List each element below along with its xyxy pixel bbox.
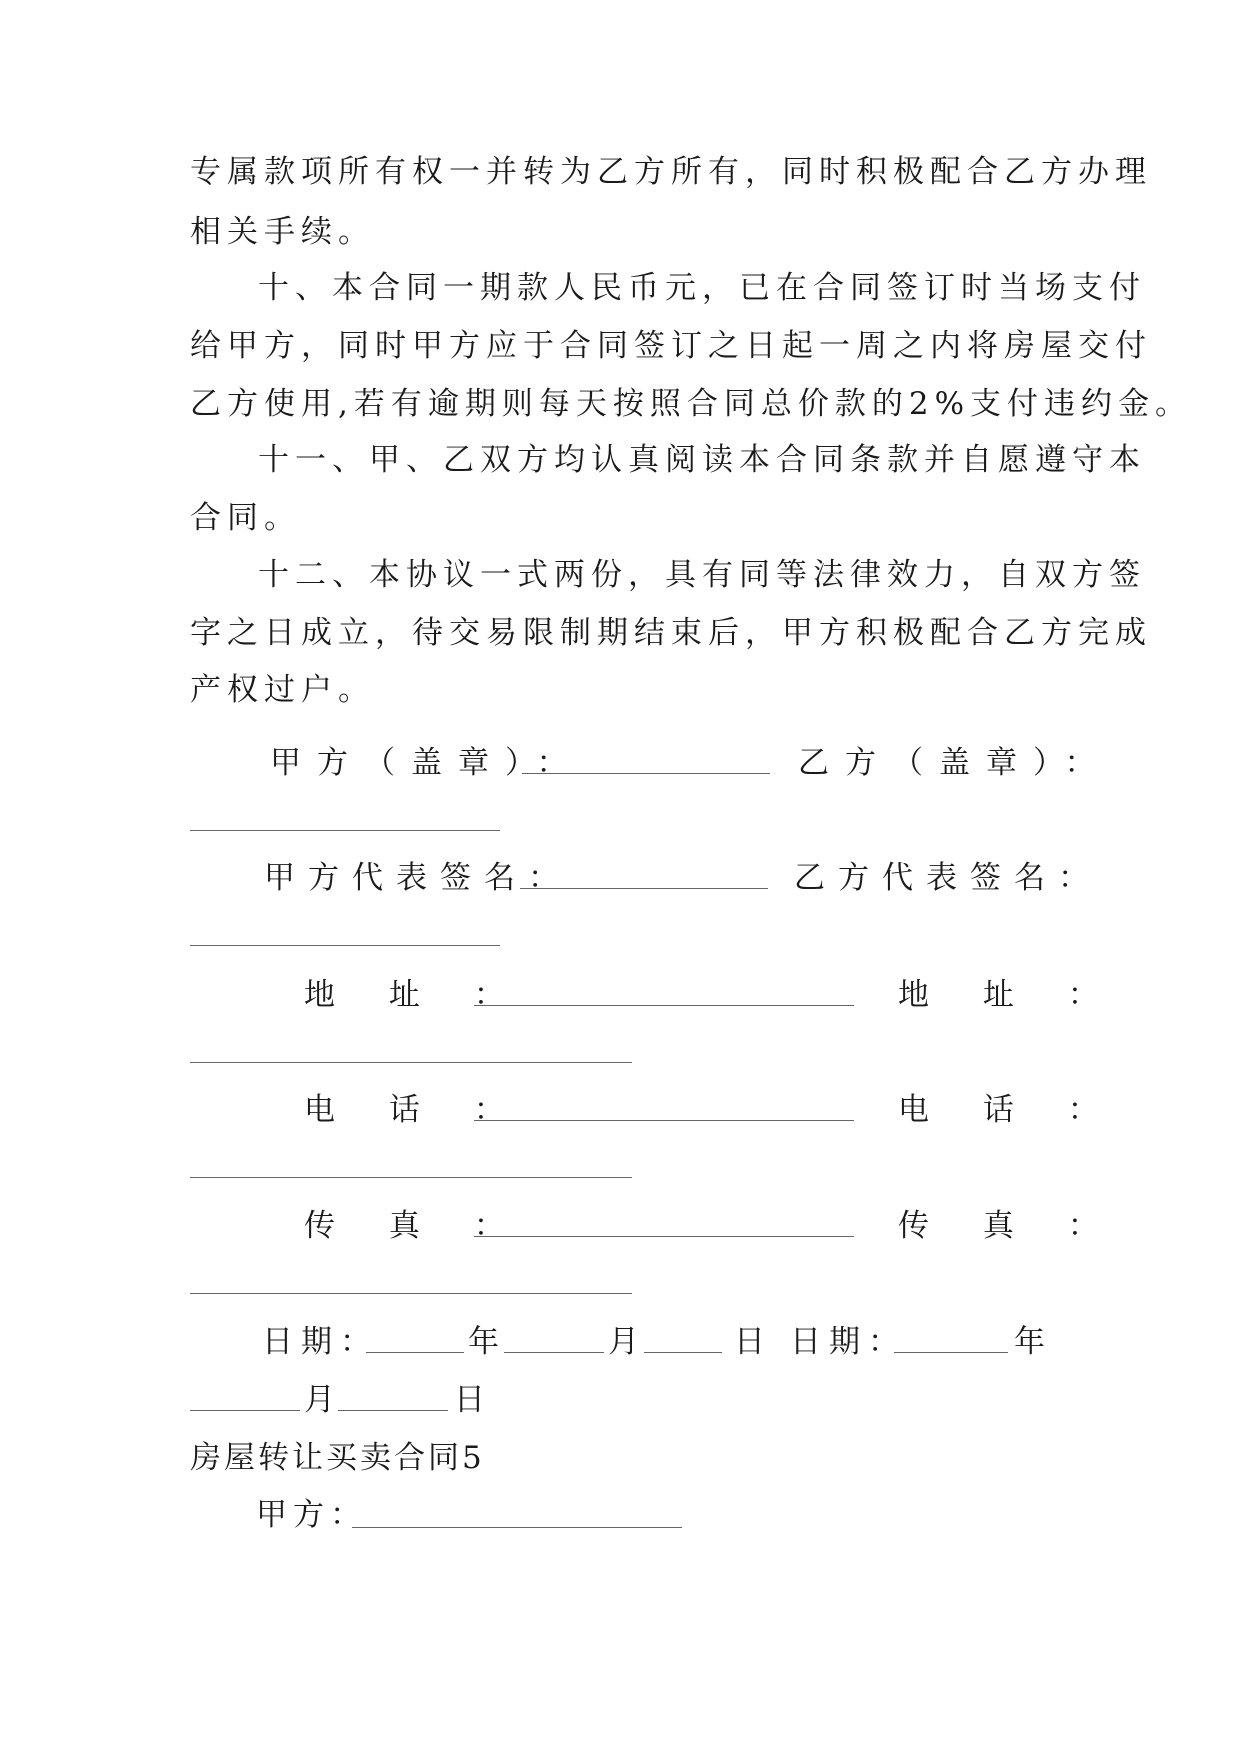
date-a-month-blank	[504, 1352, 604, 1353]
date-a-label: 日期：	[262, 1324, 379, 1360]
party-a-rep-label: 甲方代表签名：	[264, 860, 572, 896]
next-party-a-blank	[352, 1527, 682, 1528]
paragraph-line: 专属款项所有权一并转为乙方所有，同时积极配合乙方办理	[190, 154, 1152, 190]
date-b-day-blank	[338, 1410, 448, 1411]
clause-12-line: 产权过户。	[190, 672, 375, 708]
address-a-label: 地 址 ：	[304, 977, 527, 1013]
party-a-seal-label: 甲方（盖章）：	[270, 745, 584, 781]
date-b-year-unit: 年	[1014, 1324, 1045, 1360]
date-a-year-blank	[366, 1352, 464, 1353]
fax-a-blank	[474, 1236, 854, 1237]
party-b-seal-blank	[190, 830, 500, 831]
section-title: 房屋转让买卖合同5	[190, 1440, 485, 1476]
party-b-rep-label: 乙方代表签名：	[794, 860, 1102, 896]
address-b-blank	[190, 1062, 632, 1063]
party-b-seal-label: 乙方（盖章）：	[798, 745, 1112, 781]
paragraph-line: 相关手续。	[190, 214, 375, 250]
date-b-day-unit: 日	[454, 1382, 485, 1418]
date-b-month-unit: 月	[304, 1382, 335, 1418]
fax-b-blank	[190, 1293, 632, 1294]
clause-10-line: 十、本合同一期款人民币元，已在合同签订时当场支付	[258, 270, 1146, 306]
date-b-year-blank	[894, 1352, 1008, 1353]
date-b-month-blank	[190, 1410, 300, 1411]
next-party-a-label: 甲方：	[256, 1497, 367, 1533]
clause-11-line: 十一、甲、乙双方均认真阅读本合同条款并自愿遵守本	[258, 442, 1146, 478]
date-a-day-unit: 日	[734, 1324, 765, 1360]
date-a-year-unit: 年	[468, 1324, 499, 1360]
clause-12-line: 十二、本协议一式两份，具有同等法律效力，自双方签	[258, 557, 1146, 593]
party-a-rep-blank	[520, 888, 768, 889]
clause-12-line: 字之日成立，待交易限制期结束后，甲方积极配合乙方完成	[190, 615, 1152, 651]
phone-b-label: 电 话 ：	[898, 1092, 1121, 1128]
clause-10-line: 乙方使用,若有逾期则每天按照合同总价款的2%支付违约金。	[190, 386, 1193, 422]
clause-11-line: 合同。	[190, 500, 301, 536]
date-a-day-blank	[644, 1352, 722, 1353]
date-b-label: 日期：	[790, 1324, 907, 1360]
phone-a-blank	[474, 1120, 854, 1121]
fax-b-label: 传 真 ：	[898, 1208, 1121, 1244]
clause-10-line: 给甲方，同时甲方应于合同签订之日起一周之内将房屋交付	[190, 328, 1152, 364]
party-a-seal-blank	[522, 773, 770, 774]
address-b-label: 地 址 ：	[898, 977, 1121, 1013]
party-b-rep-blank	[190, 945, 500, 946]
date-a-month-unit: 月	[608, 1324, 639, 1360]
fax-a-label: 传 真 ：	[304, 1208, 527, 1244]
address-a-blank	[474, 1005, 854, 1006]
phone-a-label: 电 话 ：	[304, 1092, 527, 1128]
phone-b-blank	[190, 1177, 632, 1178]
